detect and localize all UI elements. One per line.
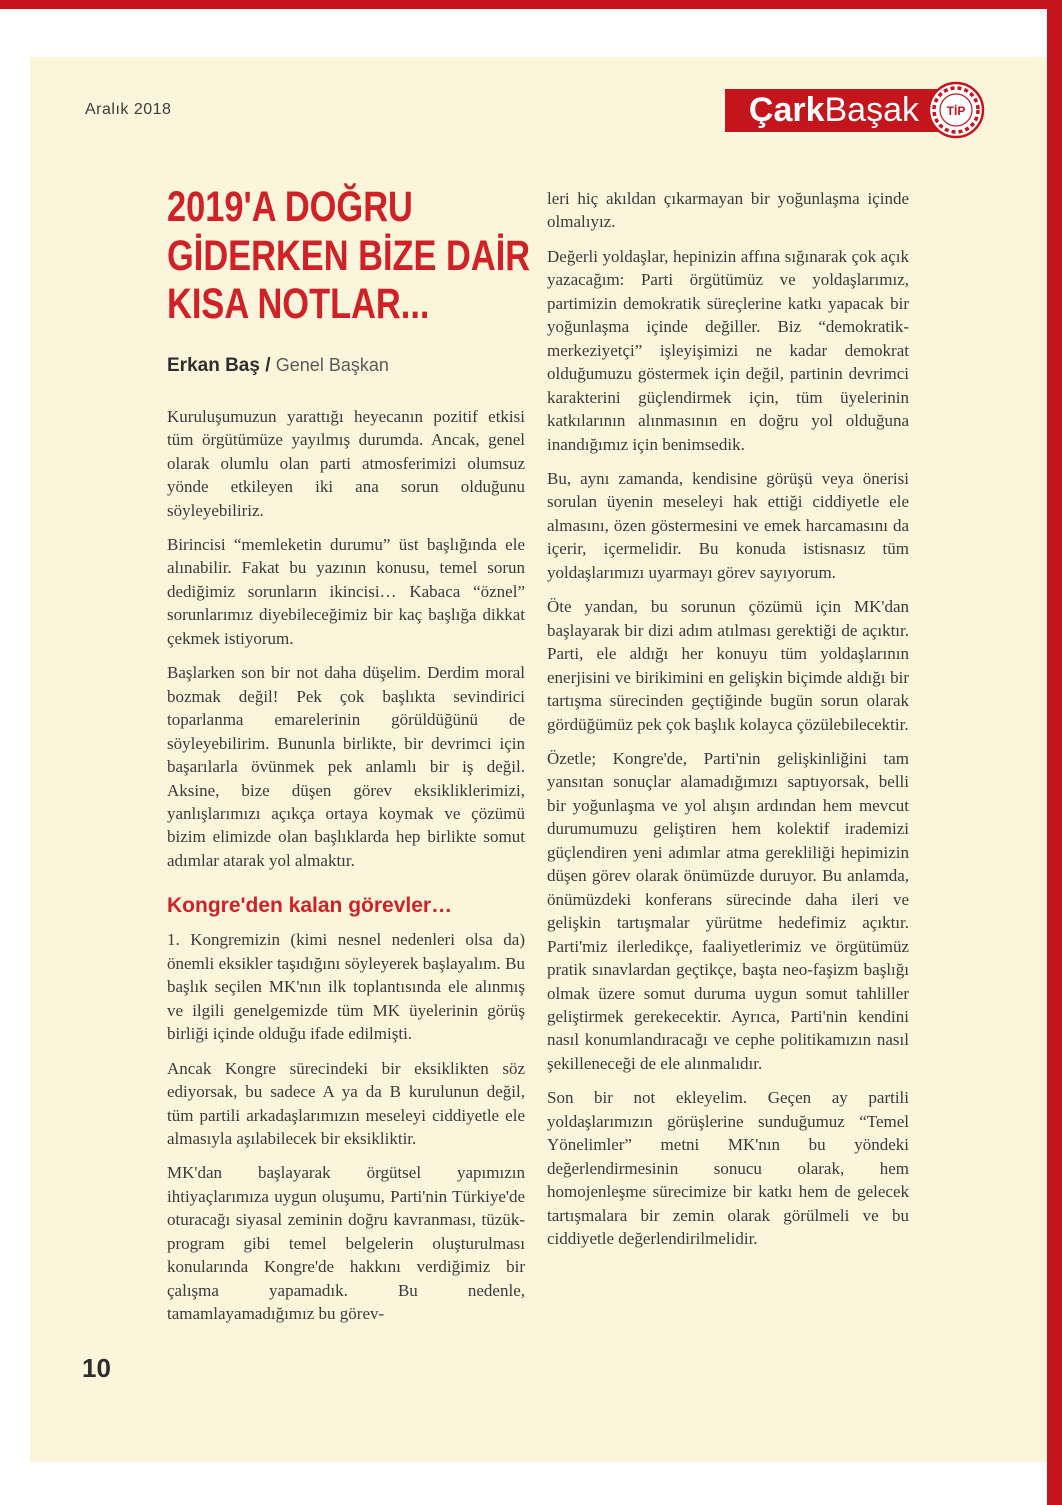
- left-column-body: [167, 405, 525, 1326]
- article-title-line: KISA NOTLAR...: [167, 280, 430, 329]
- magazine-page: [30, 57, 1047, 1462]
- body-paragraph: MK'dan başlayarak örgütsel yapımızın ihtiyaçlarımıza uygun oluşumu, Parti'nin Türkiye'de oturacağı siyasal zeminin doğru kavranması, tüzük-program gibi temel belgelerin oluşturulması konularında Kongre'de hakkını verdiğimiz bir çalışma yapamadık. Bu nedenle, tamamlayamadığımız bu görev-: [167, 1163, 525, 1324]
- article: [30, 139, 1047, 1337]
- author-name: Erkan Baş /: [167, 354, 271, 376]
- body-paragraph: Değerli yoldaşlar, hepinizin affına sığınarak çok açık yazacağım: Parti örgütümüz ve yoldaşlarımız, partimizin demokratik süreçlerine katkı yapacak bir yoğunlaşma içinde değiller. Biz “demokratik-merkeziyetçi” işleyişimizi ne kadar demokrat olduğumuzu göstermek için değil, partinin devrimci karakterini güçlendirmek için, tüm üyelerinin katkılarının alınmasının en doğru yol olduğuna inandığımız için benimsedik.: [547, 246, 909, 454]
- right-column-body: [547, 187, 909, 1250]
- body-paragraph: 1. Kongremizin (kimi nesnel nedenleri olsa da) önemli eksikler taşıdığını söyleyerek başlayalım. Bu başlık seçilen MK'nın ilk toplantısında ele alınmış ve ilgili genelgemizde tüm MK üyelerinin görüş birliği içinde olduğu ifade edilmişti.: [167, 930, 525, 1044]
- byline: [167, 355, 525, 377]
- body-paragraph: leri hiç akıldan çıkarmayan bir yoğunlaşma içinde olmalıyız.: [547, 189, 909, 232]
- page-header: [30, 57, 1047, 139]
- page-number: 10: [82, 1353, 111, 1383]
- top-red-bar: [0, 0, 1062, 9]
- brand-name-light: Başak: [824, 91, 919, 129]
- article-title: [167, 183, 531, 329]
- tip-logo-text: TİP: [946, 104, 966, 118]
- article-left-column: [167, 183, 531, 1337]
- brand-name-bold: Çark: [748, 91, 825, 129]
- section-subheading: Kongre'den kalan görevler…: [167, 894, 453, 918]
- right-red-bar: [1047, 0, 1062, 1505]
- body-paragraph: Ancak Kongre sürecindeki bir eksiklikten söz ediyorsak, bu sadece A ya da B kurulunun değil, tüm partili arkadaşlarımızın meseleyi ciddiyetle ele almasıyla aşılabilecek bir eksikliktir.: [167, 1058, 525, 1148]
- masthead-banner: [725, 89, 961, 132]
- body-paragraph: Bu, aynı zamanda, kendisine görüşü veya önerisi sorulan üyenin meseleyi hak ettiği ciddiyetle ele almasını, özen göstermesini ve emek harcamasını da içerir, içermelidir. Bu konuda istisnasız tüm yoldaşlarımızı uyarmayı görev sayıyorum.: [547, 468, 909, 582]
- body-paragraph: Son bir not ekleyelim. Geçen ay partili yoldaşlarımızın görüşlerine sunduğumuz “Temel Yönelimler” metni MK'nın bu yöndeki değerlendirmesinin sonucu olarak, hem homojenleşme sürecimize bir katkı hem de gelecek tartışmalara bir zemin olarak görülmeli ve bu ciddiyetle değerlendirilmelidir.: [547, 1088, 909, 1249]
- body-paragraph: Başlarken son bir not daha düşelim. Derdim moral bozmak değil! Pek çok başlıkta sevindirici toparlanma emarelerinin görüldüğünü de söyleyebilirim. Bununla birlikte, bir devrimci için başarılarla övünmek pek anlamlı bir iş değil. Aksine, bize düşen görev eksikliklerimizi, yanlışlarımızı açıkça ortaya koymak ve çözümü bizim elimizde olan başlıklarda hep birlikte somut adımlar atarak yol almaktır.: [167, 663, 525, 870]
- body-paragraph: Kuruluşumuzun yarattığı heyecanın pozitif etkisi tüm örgütümüze yayılmış durumda. Ancak, genel olarak olumlu olan parti atmosferimizi olumsuz yönde etkileyen iki ana sorun olduğunu söyleyebiliriz.: [167, 406, 525, 520]
- body-paragraph: Öte yandan, bu sorunun çözümü için MK'dan başlayarak bir dizi adım atılması gerektiği de açıktır. Parti, ele aldığı her konuyu tüm yoldaşlarının enerjisini ve birikimini en gelişkin biçimde aldığı bir tartışma sürecinden geçtiğinde bugün sorun olarak gördüğümüz pek çok başlık kolayca çözülebilecektir.: [547, 597, 909, 734]
- author-role: Genel Başkan: [275, 354, 389, 375]
- body-paragraph: Özetle; Kongre'de, Parti'nin gelişkinliğini tam yansıtan sonuçlar alamadığımızı saptıyorsak, belli bir yoğunlaşma ve yol alışın ardından hem mevcut durumumuzu geliştiren hem kolektif irademizi güçlendiren yeni adımlar atma gerekliliği hepimizin düşen görev olarak önümüzde duruyor. Bu anlamda, önümüzdeki konferans sürecinde daha ileri ve gelişkin tartışmalar yürütme hedefimiz açıktır. Parti'miz ilerledikçe, faaliyetlerimiz ve örgütümüz pratik sınavlardan geçtikçe, başta neo-faşizm başlığı olmak üzere somut duruma uygun somut tahliller geliştirmek gerekecektir. Ayrıca, Parti'nin kendini nasıl konumlandıracağı ve cephe politikamızın nasıl şekilleneceği de ele alınmalıdır.: [547, 748, 909, 1073]
- article-title-line: GİDERKEN BİZE DAİR: [167, 231, 531, 280]
- body-paragraph: Birincisi “memleketin durumu” üst başlığında ele alınabilir. Fakat bu yazının konusu, temel sorun dediğimiz sorunların ikincisi… Kabaca “öznel” sorunlarımız diyebileceğimiz bir kaç başlığa dikkat çekmek istiyorum.: [167, 535, 525, 648]
- issue-date: Aralık 2018: [85, 101, 172, 118]
- masthead: [725, 81, 985, 139]
- article-title-line: 2019'A DOĞRU: [167, 183, 413, 231]
- article-right-column: [547, 183, 909, 1261]
- tip-party-logo-icon: [927, 81, 985, 139]
